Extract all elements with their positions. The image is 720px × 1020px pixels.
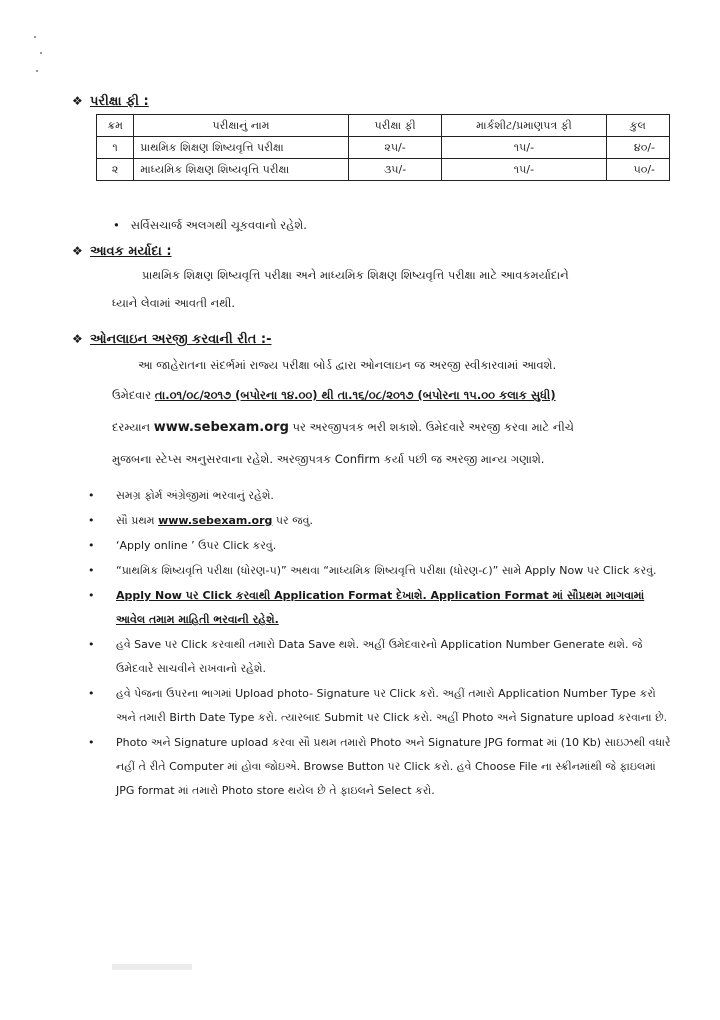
header-total: કુલ — [606, 115, 669, 137]
list-item: • Apply Now પર Click કરવાથી Application Format દેખાશે. Application Format માં સૌપ્રથમ માગવામાં આવેલ તમામ માહિતી ભરવાની રહેશે. — [84, 584, 674, 632]
scan-speck — [34, 36, 36, 38]
row-total: ૫૦/- — [606, 159, 669, 181]
scan-speck — [40, 52, 42, 54]
bullet-icon: • — [88, 564, 95, 577]
bullet-icon: • — [88, 638, 95, 651]
online-text-line1: આ જાહેરાતના સંદર્ભમાં રાજ્ય પરીક્ષા બોર્ડ દ્વારા ઓનલાઇન જ અરજી સ્વીકારવામાં આવશે. — [138, 358, 557, 372]
bullet-icon: • — [88, 589, 95, 602]
list-item: • સૌ પ્રથમ www.sebexam.org પર જવું. — [84, 509, 674, 533]
diamond-bullet-icon: ❖ — [72, 94, 83, 108]
faded-footer-mark — [112, 964, 192, 970]
row-certificate-fee: ૧૫/- — [442, 137, 606, 159]
bullet-icon: • — [88, 736, 95, 749]
header-no: ક્રમ — [97, 115, 134, 137]
row-certificate-fee: ૧૫/- — [442, 159, 606, 181]
row-total: ૪૦/- — [606, 137, 669, 159]
income-heading: ❖ આવક મર્યાદા : — [72, 244, 172, 259]
list-item: • Photo અને Signature upload કરવા સૌ પ્રથમ તમારો Photo અને Signature JPG format માં (10 Kb) સાઇઝથી વધારે નહીં તે રીતે Computer માં હોવા જોઇએ. Browse Button પર Click કરો. હવે Choose File ના સ્ક્રીનમાંથી જે ફાઇલમાં JPG format માં તમારો Photo store થયેલ છે તે ફાઇલને Select કરો. — [84, 731, 674, 803]
list-item: • સમગ્ર ફોર્મ અંગ્રેજીમાં ભરવાનું રહેશે. — [84, 484, 674, 508]
row-exam-fee: ૨૫/- — [348, 137, 442, 159]
service-charge-note: • સર્વિસચાર્જ અલગથી ચૂકવવાનો રહેશે. — [113, 218, 307, 232]
header-exam-fee: પરીક્ષા ફી — [348, 115, 442, 137]
website-link[interactable]: www.sebexam.org — [158, 514, 273, 527]
application-dates: તા.૦૧/૦૮/૨૦૧૭ (બપોરના ૧૪.૦૦) થી તા.૧૬/૦૮/૨૦૧૭ (બપોરના ૧૫.૦૦ કલાક સુધી) — [154, 388, 556, 402]
steps-list — [84, 484, 674, 804]
scan-speck — [36, 70, 38, 72]
list-item: • “પ્રાથમિક શિષ્યવૃત્તિ પરીક્ષા (ધોરણ-૫)” અથવા “માધ્યમિક શિષ્યવૃત્તિ પરીક્ષા (ધોરણ-૮)” સામે Apply Now પર Click કરવું. — [84, 559, 674, 583]
table-row — [97, 159, 670, 181]
bullet-icon: • — [88, 687, 95, 700]
list-item: • હવે Save પર Click કરવાથી તમારો Data Save થશે. અહીં ઉમેદવારનો Application Number Generate થશે. જે ઉમેદવારે સાચવીને રાખવાનો રહેશે. — [84, 633, 674, 681]
online-text-line2: ઉમેદવાર તા.૦૧/૦૮/૨૦૧૭ (બપોરના ૧૪.૦૦) થી તા.૧૬/૦૮/૨૦૧૭ (બપોરના ૧૫.૦૦ કલાક સુધી) — [112, 388, 556, 402]
income-text-line2: ધ્યાને લેવામાં આવતી નથી. — [112, 296, 235, 310]
list-item: • ‘Apply online ’ ઉપર Click કરવું. — [84, 534, 674, 558]
row-no: ૧ — [97, 137, 134, 159]
online-heading: ❖ ઓનલાઇન અરજી કરવાની રીત :- — [72, 332, 272, 347]
diamond-bullet-icon: ❖ — [72, 244, 83, 258]
fee-table — [96, 114, 670, 181]
fee-heading: ❖ પરીક્ષા ફી : — [72, 94, 149, 109]
online-text-line3: દરમ્યાન www.sebexam.org પર અરજીપત્રક ભરી શકાશે. ઉમેદવારે અરજી કરવા માટે નીચે — [112, 420, 574, 435]
bullet-icon: • — [113, 218, 120, 232]
header-exam-name: પરીક્ષાનું નામ — [134, 115, 348, 137]
bullet-icon: • — [88, 539, 95, 552]
table-row — [97, 137, 670, 159]
income-text-line1: પ્રાથમિક શિક્ષણ શિષ્યવૃત્તિ પરીક્ષા અને માધ્યમિક શિક્ષણ શિષ્યવૃત્તિ પરીક્ષા માટે આવકમર્યાદાને — [142, 268, 569, 282]
diamond-bullet-icon: ❖ — [72, 332, 83, 346]
bullet-icon: • — [88, 514, 95, 527]
row-exam-name: માધ્યમિક શિક્ષણ શિષ્યવૃત્તિ પરીક્ષા — [134, 159, 348, 181]
online-text-line4: મુજબના સ્ટેપ્સ અનુસરવાના રહેશે. અરજીપત્રક Confirm કર્યા પછી જ અરજી માન્ય ગણાશે. — [112, 452, 545, 466]
bullet-icon: • — [88, 489, 95, 502]
row-no: ૨ — [97, 159, 134, 181]
row-exam-name: પ્રાથમિક શિક્ષણ શિષ્યવૃત્તિ પરીક્ષા — [134, 137, 348, 159]
row-exam-fee: ૩૫/- — [348, 159, 442, 181]
website-link[interactable]: www.sebexam.org — [153, 420, 289, 435]
table-header-row — [97, 115, 670, 137]
header-certificate-fee: માર્કશીટ/પ્રમાણપત્ર ફી — [442, 115, 606, 137]
list-item: • હવે પેજના ઉપરના ભાગમાં Upload photo- Signature પર Click કરો. અહીં તમારો Application Number Type કરો અને તમારી Birth Date Type કરો. ત્યારબાદ Submit પર Click કરો. અહીં Photo અને Signature upload કરવાના છે. — [84, 682, 674, 730]
